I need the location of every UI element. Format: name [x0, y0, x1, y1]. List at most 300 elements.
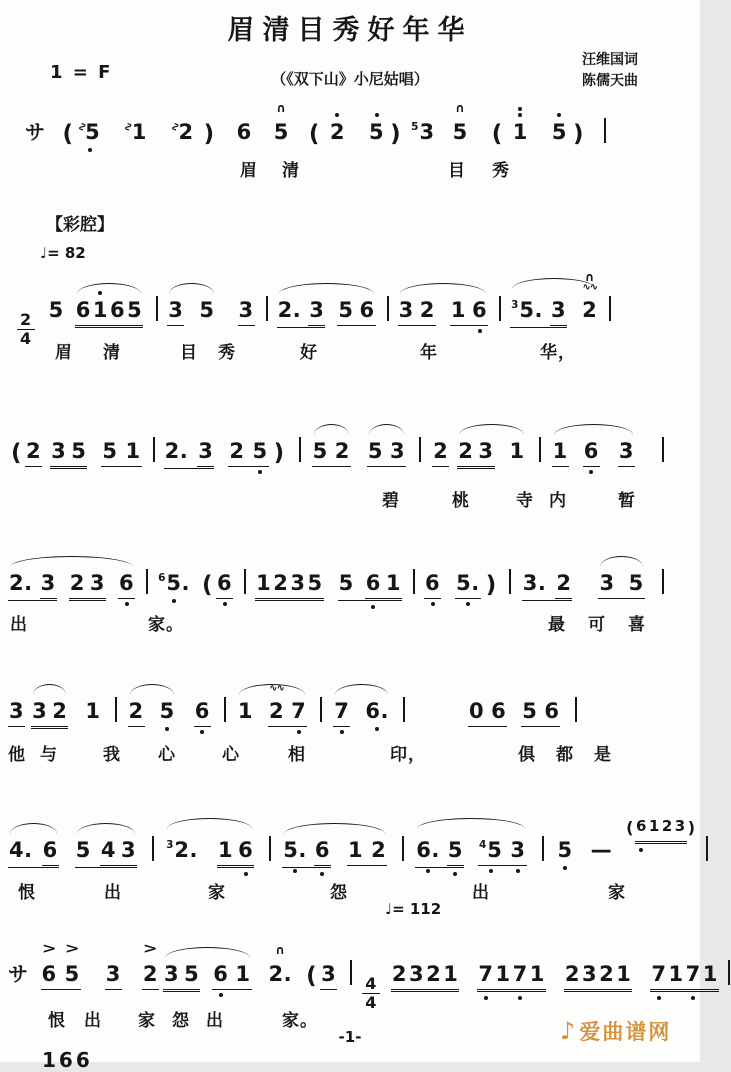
slur-group — [398, 297, 489, 326]
close-paren: ) — [390, 121, 402, 147]
low-octave-dots — [237, 872, 254, 876]
slur-group — [75, 837, 137, 868]
beam — [8, 698, 25, 727]
octave-dot — [484, 996, 488, 1000]
note — [521, 698, 538, 724]
octave-dot — [478, 329, 482, 333]
octave-dot — [426, 869, 430, 873]
low-octave-dots — [333, 730, 350, 734]
note-digit: 6 — [491, 699, 507, 723]
beam-group — [212, 961, 251, 990]
note — [312, 438, 329, 464]
slur-group — [457, 438, 525, 469]
close-paren: ) — [485, 572, 497, 598]
note-digit: 2 — [391, 962, 407, 986]
time-signature — [17, 311, 35, 348]
note-digit: 3 — [168, 298, 184, 322]
note — [334, 438, 351, 464]
note-digit: 3 — [419, 120, 435, 144]
credits — [582, 50, 638, 92]
note-digit: 2 — [273, 571, 289, 595]
low-octave-dots — [447, 872, 464, 876]
note — [308, 297, 325, 323]
slur-group — [163, 961, 252, 992]
lyric-syllable: 清 — [282, 161, 300, 181]
note — [273, 101, 290, 145]
time-sig-numerator: 2 — [17, 311, 35, 330]
note — [120, 837, 137, 863]
slur-group — [510, 270, 598, 328]
close-paren: ) — [687, 818, 696, 837]
barline — [499, 296, 501, 321]
beam — [50, 438, 87, 469]
octave-dot — [518, 113, 522, 117]
beam-group — [50, 438, 87, 469]
beam — [197, 438, 214, 467]
partial-next-line: 166 — [42, 1048, 93, 1072]
beam — [598, 570, 644, 599]
note — [471, 297, 488, 323]
beam — [314, 837, 331, 866]
close-paren: ) — [273, 440, 285, 466]
time-signature — [362, 975, 380, 1012]
lyric-syllable: 印， — [390, 745, 426, 765]
note — [48, 297, 65, 323]
note-digit: 7 — [478, 962, 494, 986]
note-digit: 1 — [92, 298, 109, 322]
note — [468, 698, 485, 724]
note — [255, 570, 272, 596]
wavy-ornament-icon: ∿ — [121, 121, 136, 133]
note — [121, 114, 148, 145]
lyric-syllable: 目 — [180, 343, 198, 363]
beam — [635, 813, 687, 842]
mordent-icon: ∿∿ — [582, 282, 598, 293]
slur-group — [167, 297, 215, 326]
note — [84, 698, 101, 724]
beam-group — [650, 961, 719, 992]
barline — [419, 437, 421, 462]
beam-group — [277, 297, 326, 328]
note — [442, 961, 459, 987]
note-digit: 7 — [685, 962, 701, 986]
note-digit: 6 — [365, 571, 381, 595]
note — [51, 698, 68, 724]
note — [164, 438, 190, 464]
barline — [156, 296, 158, 321]
note-digit: 5 — [368, 120, 385, 144]
low-octave-dots — [159, 727, 176, 731]
close-paren: ) — [572, 121, 584, 147]
note — [50, 438, 67, 464]
lyric-syllable: 俱 — [518, 745, 536, 765]
beam-group — [217, 837, 254, 868]
beam — [555, 570, 572, 599]
note — [447, 837, 464, 863]
barline — [153, 437, 155, 462]
beam-group — [228, 438, 268, 467]
open-paren: ( — [491, 121, 503, 147]
beam — [635, 813, 687, 844]
octave-dot — [691, 996, 695, 1000]
fermata-icon: ∩ — [275, 943, 286, 957]
beam — [447, 837, 464, 866]
beam — [457, 438, 494, 469]
note — [272, 570, 289, 596]
beam — [320, 961, 337, 990]
lyric-syllable: 内 — [549, 491, 567, 511]
barline — [413, 569, 415, 594]
note-digit: 5 — [487, 838, 503, 862]
beam — [457, 438, 494, 467]
note-digit: 1 — [529, 962, 545, 986]
note — [509, 438, 526, 464]
beam-group — [564, 961, 633, 992]
ornament — [581, 271, 598, 292]
note — [320, 961, 337, 987]
lyric-syllable: 秀 — [218, 343, 236, 363]
note — [42, 837, 59, 863]
note-digit: 2 — [419, 298, 435, 322]
low-octave-dots — [216, 602, 233, 606]
note-digit: 3 — [321, 962, 337, 986]
octave-dot — [563, 866, 567, 870]
note-digit: 5 — [71, 439, 87, 463]
note — [8, 698, 25, 724]
note-digit: 3 — [105, 962, 121, 986]
note — [389, 438, 406, 464]
note — [512, 961, 529, 987]
note-digit: 5. — [166, 571, 190, 595]
note-digit: 6 — [544, 699, 560, 723]
octave-dot — [375, 113, 379, 117]
note-digit: 5 — [48, 298, 64, 322]
note-digit: 5 — [452, 120, 468, 144]
free-meter-symbol: サ — [8, 962, 29, 986]
beam-group — [164, 438, 215, 469]
beam — [618, 438, 635, 467]
note-digit: 5. — [519, 298, 544, 322]
low-octave-dots — [650, 996, 667, 1000]
low-octave-dots — [583, 470, 600, 474]
barline — [609, 296, 611, 321]
note — [590, 837, 614, 863]
beam — [41, 941, 81, 990]
lyric-syllable: 秀 — [492, 161, 510, 181]
watermark — [560, 1016, 671, 1046]
note-digit: 2 — [582, 298, 598, 322]
note — [509, 837, 526, 863]
note-digit: 6 — [314, 838, 330, 862]
low-octave-dots — [194, 730, 211, 734]
note — [648, 813, 661, 839]
note — [8, 570, 34, 596]
beam — [552, 438, 569, 467]
note — [101, 438, 118, 464]
note — [89, 570, 106, 596]
octave-dot — [88, 148, 92, 152]
beam-group — [477, 961, 546, 992]
barline — [539, 437, 541, 462]
note-digit: 2 — [426, 962, 442, 986]
note — [268, 943, 294, 987]
barline — [266, 296, 268, 321]
note — [234, 961, 251, 987]
beam — [75, 837, 137, 868]
beam — [128, 698, 145, 727]
low-octave-dots — [157, 599, 191, 603]
beam-group — [8, 570, 57, 601]
note-digit: 3 — [40, 571, 56, 595]
beam — [308, 297, 325, 326]
barline — [146, 569, 148, 594]
beam-group — [337, 297, 375, 326]
note — [702, 961, 719, 987]
lyric-syllable: 可 — [588, 615, 606, 635]
lyric-syllable: 桃 — [452, 491, 470, 511]
low-octave-dots — [509, 869, 526, 873]
open-paren: ( — [62, 121, 74, 147]
beam — [468, 698, 507, 727]
octave-dot — [244, 872, 248, 876]
lyric-syllable: 出 — [104, 883, 122, 903]
beam — [167, 297, 184, 326]
beam — [367, 438, 406, 467]
note — [128, 698, 145, 724]
accent-icon: > — [64, 941, 80, 957]
watermark-text: 爱曲谱网 — [579, 1020, 672, 1044]
note-digit: 3 — [618, 439, 634, 463]
beam-group — [522, 570, 573, 601]
note — [329, 119, 346, 145]
grace-note: 3 — [166, 839, 174, 851]
beam — [216, 570, 233, 599]
open-paren: ( — [11, 440, 23, 466]
note — [490, 698, 507, 724]
beam — [75, 297, 144, 328]
note-digit: 7 — [291, 699, 307, 723]
beam — [31, 698, 68, 729]
low-octave-dots — [455, 602, 481, 606]
beam-group — [347, 837, 387, 866]
note-digit: 5 — [338, 571, 354, 595]
note — [552, 438, 569, 464]
note-digit: 1 — [125, 439, 141, 463]
note-digit: 6 — [110, 298, 126, 322]
note — [159, 698, 176, 724]
lyric-syllable: 恨 — [18, 883, 36, 903]
octave-dot — [557, 113, 561, 117]
octave-dot — [98, 291, 102, 295]
beam — [40, 570, 57, 599]
high-octave-dots — [551, 113, 568, 119]
lyric-syllable: 目 — [448, 161, 466, 181]
barline — [269, 836, 271, 861]
note-digit: 1 — [450, 298, 466, 322]
barline — [320, 697, 322, 722]
note — [25, 438, 42, 464]
score-line — [10, 437, 665, 469]
note — [432, 438, 449, 464]
note-digit: 2. — [277, 298, 302, 322]
note-digit: 7 — [512, 962, 528, 986]
note — [674, 813, 687, 839]
note-digit: 7 — [334, 699, 350, 723]
lyric-syllable: 心 — [222, 745, 240, 765]
beam — [69, 570, 106, 601]
time-sig-numerator: 4 — [362, 975, 380, 994]
open-paren: ( — [308, 121, 320, 147]
note — [555, 570, 572, 596]
lyric-syllable: 最 — [548, 615, 566, 635]
beam — [217, 837, 254, 868]
score-line — [8, 565, 665, 601]
note — [419, 297, 436, 323]
beam — [31, 698, 68, 727]
note-digit: 6 — [42, 838, 58, 862]
beam-group — [365, 570, 402, 599]
note-digit: 3. — [522, 571, 547, 595]
note — [457, 438, 474, 464]
note — [41, 941, 58, 987]
octave-dot — [219, 993, 223, 997]
beam — [8, 837, 59, 868]
low-octave-dots — [557, 866, 574, 870]
note — [163, 961, 180, 987]
octave-dot — [258, 470, 262, 474]
beam-group — [69, 570, 106, 601]
note-digit: 5 — [557, 838, 573, 862]
note-digit: 1 — [512, 120, 528, 144]
beam — [282, 837, 331, 868]
octave-dot — [165, 727, 169, 731]
note-digit: 6 — [425, 571, 441, 595]
open-paren: ( — [306, 963, 318, 989]
note — [198, 297, 215, 323]
score-line — [25, 101, 607, 147]
note — [109, 297, 126, 323]
low-octave-dots — [282, 869, 308, 873]
beam — [522, 570, 573, 601]
note — [368, 119, 385, 145]
beam — [101, 438, 141, 467]
note — [165, 832, 199, 863]
barline — [403, 697, 405, 722]
low-octave-dots — [471, 329, 488, 333]
lyric-syllable: 心 — [158, 745, 176, 765]
note-digit: 5 — [102, 439, 118, 463]
beam — [650, 961, 719, 992]
note — [75, 297, 92, 323]
note-digit: 2 — [142, 962, 158, 986]
note — [529, 961, 546, 987]
note — [31, 698, 48, 724]
note-digit: 2 — [229, 439, 245, 463]
note-digit: 1 — [218, 838, 234, 862]
beam — [212, 961, 251, 990]
octave-dot — [657, 996, 661, 1000]
note-digit: 3 — [409, 962, 425, 986]
section-label: 【彩腔】 — [46, 215, 114, 235]
beam — [277, 297, 326, 328]
note — [118, 570, 135, 596]
note — [425, 961, 442, 987]
slur-group — [8, 837, 59, 868]
slur-group — [277, 297, 376, 328]
lyric-syllable: 出 — [10, 615, 28, 635]
note-digit: 5 — [159, 699, 175, 723]
note — [212, 961, 229, 987]
slur-group — [128, 698, 176, 727]
note-digit: 5 — [64, 962, 80, 986]
high-octave-dots — [92, 291, 109, 297]
octave-dot — [518, 107, 522, 111]
barline — [387, 296, 389, 321]
octave-dot — [516, 869, 520, 873]
note — [543, 698, 560, 724]
beam — [650, 961, 719, 990]
note — [74, 114, 102, 145]
slur-group — [312, 438, 351, 467]
note — [126, 297, 143, 323]
lyric-syllable: 寺 — [516, 491, 534, 511]
note — [237, 837, 254, 863]
note — [167, 297, 184, 323]
note-digit: 2. — [174, 838, 198, 862]
lyric-syllable: 暂 — [618, 491, 636, 511]
note — [282, 837, 308, 863]
wavy-ornament-icon: ∿ — [168, 121, 183, 133]
note — [551, 119, 568, 145]
slur-group — [8, 570, 135, 601]
note — [238, 297, 255, 323]
low-octave-dots — [365, 605, 382, 609]
lyric-syllable: 家 — [138, 1011, 156, 1031]
note-digit: 2 — [458, 439, 474, 463]
tempo-mark: ♩= 112 — [385, 900, 442, 918]
lyric-syllable: 是 — [594, 745, 612, 765]
beam-group — [338, 570, 402, 601]
lyric-syllable: 出 — [84, 1011, 102, 1031]
note — [367, 438, 384, 464]
note-digit: 2 — [52, 699, 68, 723]
note-digit: 6 — [213, 962, 229, 986]
beam — [142, 941, 159, 990]
note — [337, 297, 354, 323]
barline — [509, 569, 511, 594]
note-digit: 3 — [164, 962, 180, 986]
barline — [662, 569, 664, 594]
beam-group — [100, 837, 137, 866]
note — [618, 438, 635, 464]
barline — [728, 960, 730, 985]
beam — [217, 837, 254, 866]
beam — [163, 961, 200, 990]
octave-dot — [125, 602, 129, 606]
lyric-syllable: 好 — [300, 343, 318, 363]
note-digit: 1 — [495, 962, 511, 986]
beam — [105, 961, 122, 990]
note — [424, 570, 441, 596]
note-digit: 2. — [268, 962, 293, 986]
note — [522, 570, 548, 596]
beam-group — [101, 438, 141, 467]
note — [364, 698, 390, 724]
note-digit: 2 — [334, 439, 350, 463]
free-meter-symbol: サ — [25, 120, 46, 144]
note-digit: 5 — [85, 120, 101, 144]
barline — [224, 697, 226, 722]
